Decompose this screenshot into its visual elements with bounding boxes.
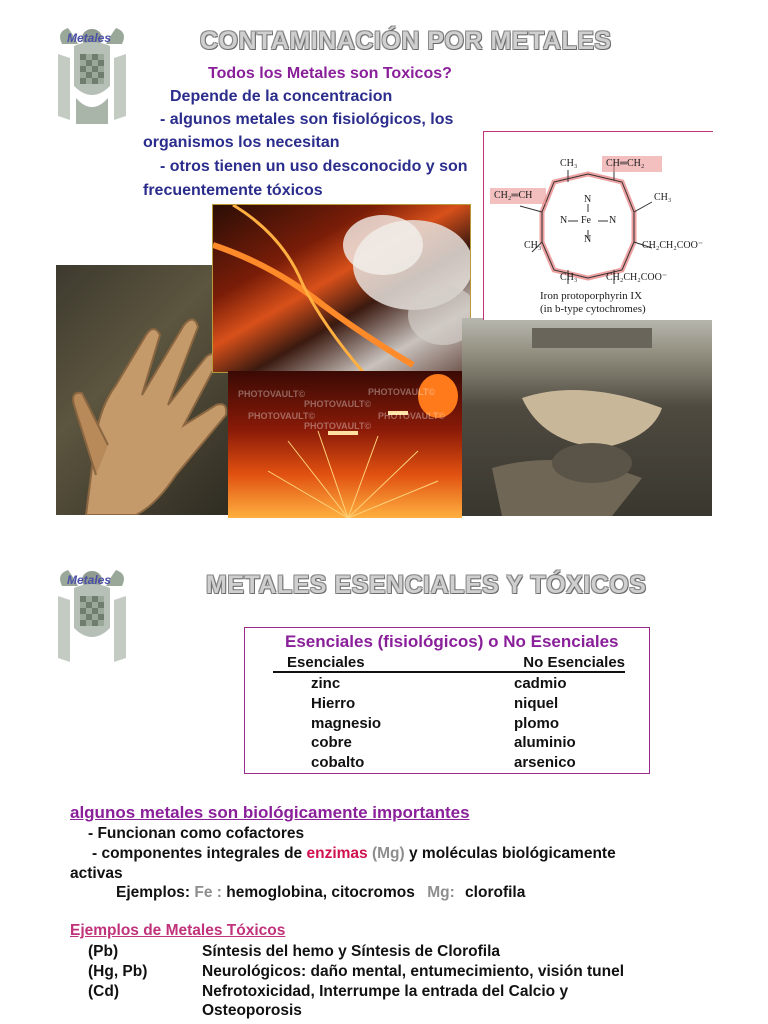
- examples-label: Ejemplos:: [116, 884, 191, 901]
- heme-ch2-ch: CH₂═CH: [494, 190, 533, 201]
- bio-line-2-post: y moléculas biológicamente: [408, 845, 616, 862]
- watermark-6: PHOTOVAULT©: [378, 411, 446, 421]
- fe-text: hemoglobina, citocromos: [226, 884, 415, 901]
- heme-caption-2: (in b-type cytochromes): [540, 303, 646, 315]
- heme-n-top: N: [584, 194, 592, 205]
- no-esencial-item: cadmio: [514, 675, 567, 692]
- heme-ch-ch2: CH═CH₂: [606, 158, 645, 169]
- esencial-item: magnesio: [311, 714, 382, 732]
- no-esencial-item: niquel: [514, 694, 559, 712]
- heme-diagram: [483, 131, 713, 320]
- heme-ch3-left: CH₃: [524, 240, 542, 251]
- intro-line-3: organismos los necesitan: [143, 134, 340, 151]
- heme-ch3-bottom: CH₃: [560, 272, 578, 283]
- col-header-no-esenciales: No Esenciales: [463, 654, 625, 673]
- toxic-metal-2: (Hg, Pb): [88, 963, 148, 980]
- toxic-effect-3: Nefrotoxicidad, Interrumpe la entrada del Calcio y: [202, 983, 569, 1000]
- heme-n-right: N: [609, 215, 617, 226]
- lava-photo: [212, 204, 471, 373]
- heme-ch3-top: CH₃: [560, 158, 578, 169]
- mg-text: clorofila: [465, 884, 526, 901]
- intro-line-2: - algunos metales son fisiológicos, los: [160, 111, 454, 128]
- mg-paren: (Mg): [371, 845, 405, 862]
- hand-photo: [56, 265, 234, 515]
- bio-heading: algunos metales son biológicamente importantes: [70, 803, 470, 822]
- heme-caption-1: Iron protoporphyrin IX: [540, 290, 643, 302]
- university-logo-2: [54, 566, 130, 640]
- slide2-title: METALES ESENCIALES Y TÓXICOS: [206, 571, 647, 599]
- bio-line-2: [92, 844, 616, 864]
- heme-chain-1: CH₂CH₂COO⁻: [642, 240, 704, 251]
- no-esenciales-list: [514, 674, 576, 773]
- no-esencial-item: plomo: [514, 714, 559, 732]
- esencial-item: zinc: [311, 675, 341, 692]
- heme-n-left: N: [560, 215, 568, 226]
- esenciales-list: [311, 674, 381, 773]
- heme-chain-2: CH₂CH₂COO⁻: [606, 272, 668, 283]
- toxic-effect-1: Síntesis del hemo y Síntesis de Clorofila: [202, 943, 501, 960]
- heme-ch3-right: CH₃: [654, 192, 672, 203]
- intro-question: Todos los Metales son Toxicos?: [208, 65, 452, 82]
- heme-fe: Fe: [581, 215, 591, 226]
- toxic-metal-1: (Pb): [88, 943, 119, 960]
- bio-line-1: - Funcionan como cofactores: [88, 825, 305, 842]
- watermark-4: PHOTOVAULT©: [248, 411, 316, 421]
- toxic-metal-3: (Cd): [88, 983, 119, 1000]
- intro-line-5: frecuentemente tóxicos: [143, 182, 323, 199]
- watermark-3: PHOTOVAULT©: [368, 387, 436, 397]
- logo-label: Metales: [67, 31, 112, 45]
- logo-label-2: Metales: [67, 573, 112, 587]
- metals-table: [244, 627, 650, 774]
- no-esencial-item: aluminio: [514, 734, 576, 752]
- esencial-item: Hierro: [311, 694, 356, 712]
- university-logo: [54, 24, 130, 98]
- toxic-heading: Ejemplos de Metales Tóxicos: [70, 922, 286, 939]
- esencial-item: cobre: [311, 734, 352, 752]
- toxic-effect-3-cont: Osteoporosis: [202, 1002, 302, 1019]
- table-title: Esenciales (fisiológicos) o No Esenciales: [285, 632, 619, 651]
- toxic-effect-2: Neurológicos: daño mental, entumecimiento, visión tunel: [202, 963, 624, 980]
- enzimas-word: enzimas: [306, 845, 368, 862]
- slide1-title: CONTAMINACIÓN POR METALES: [200, 27, 612, 55]
- examples-line: [116, 883, 525, 903]
- heme-n-bottom: N: [584, 234, 592, 245]
- polluted-pond-photo: [462, 318, 712, 516]
- intro-line-4: - otros tienen un uso desconocido y son: [160, 158, 468, 175]
- no-esencial-item: arsenico: [514, 754, 576, 772]
- watermark-5: PHOTOVAULT©: [304, 421, 372, 431]
- bio-line-3: activas: [70, 865, 123, 882]
- col-header-esenciales: Esenciales: [273, 654, 463, 673]
- esencial-item: cobalto: [311, 754, 365, 772]
- intro-line-1: Depende de la concentracion: [170, 88, 393, 105]
- fe-label: Fe :: [194, 884, 222, 901]
- bio-line-2-pre: - componentes integrales de: [92, 845, 303, 862]
- foundry-photo: [228, 371, 462, 518]
- mg-label: Mg:: [427, 884, 455, 901]
- watermark-1: PHOTOVAULT©: [238, 389, 306, 399]
- watermark-2: PHOTOVAULT©: [304, 399, 372, 409]
